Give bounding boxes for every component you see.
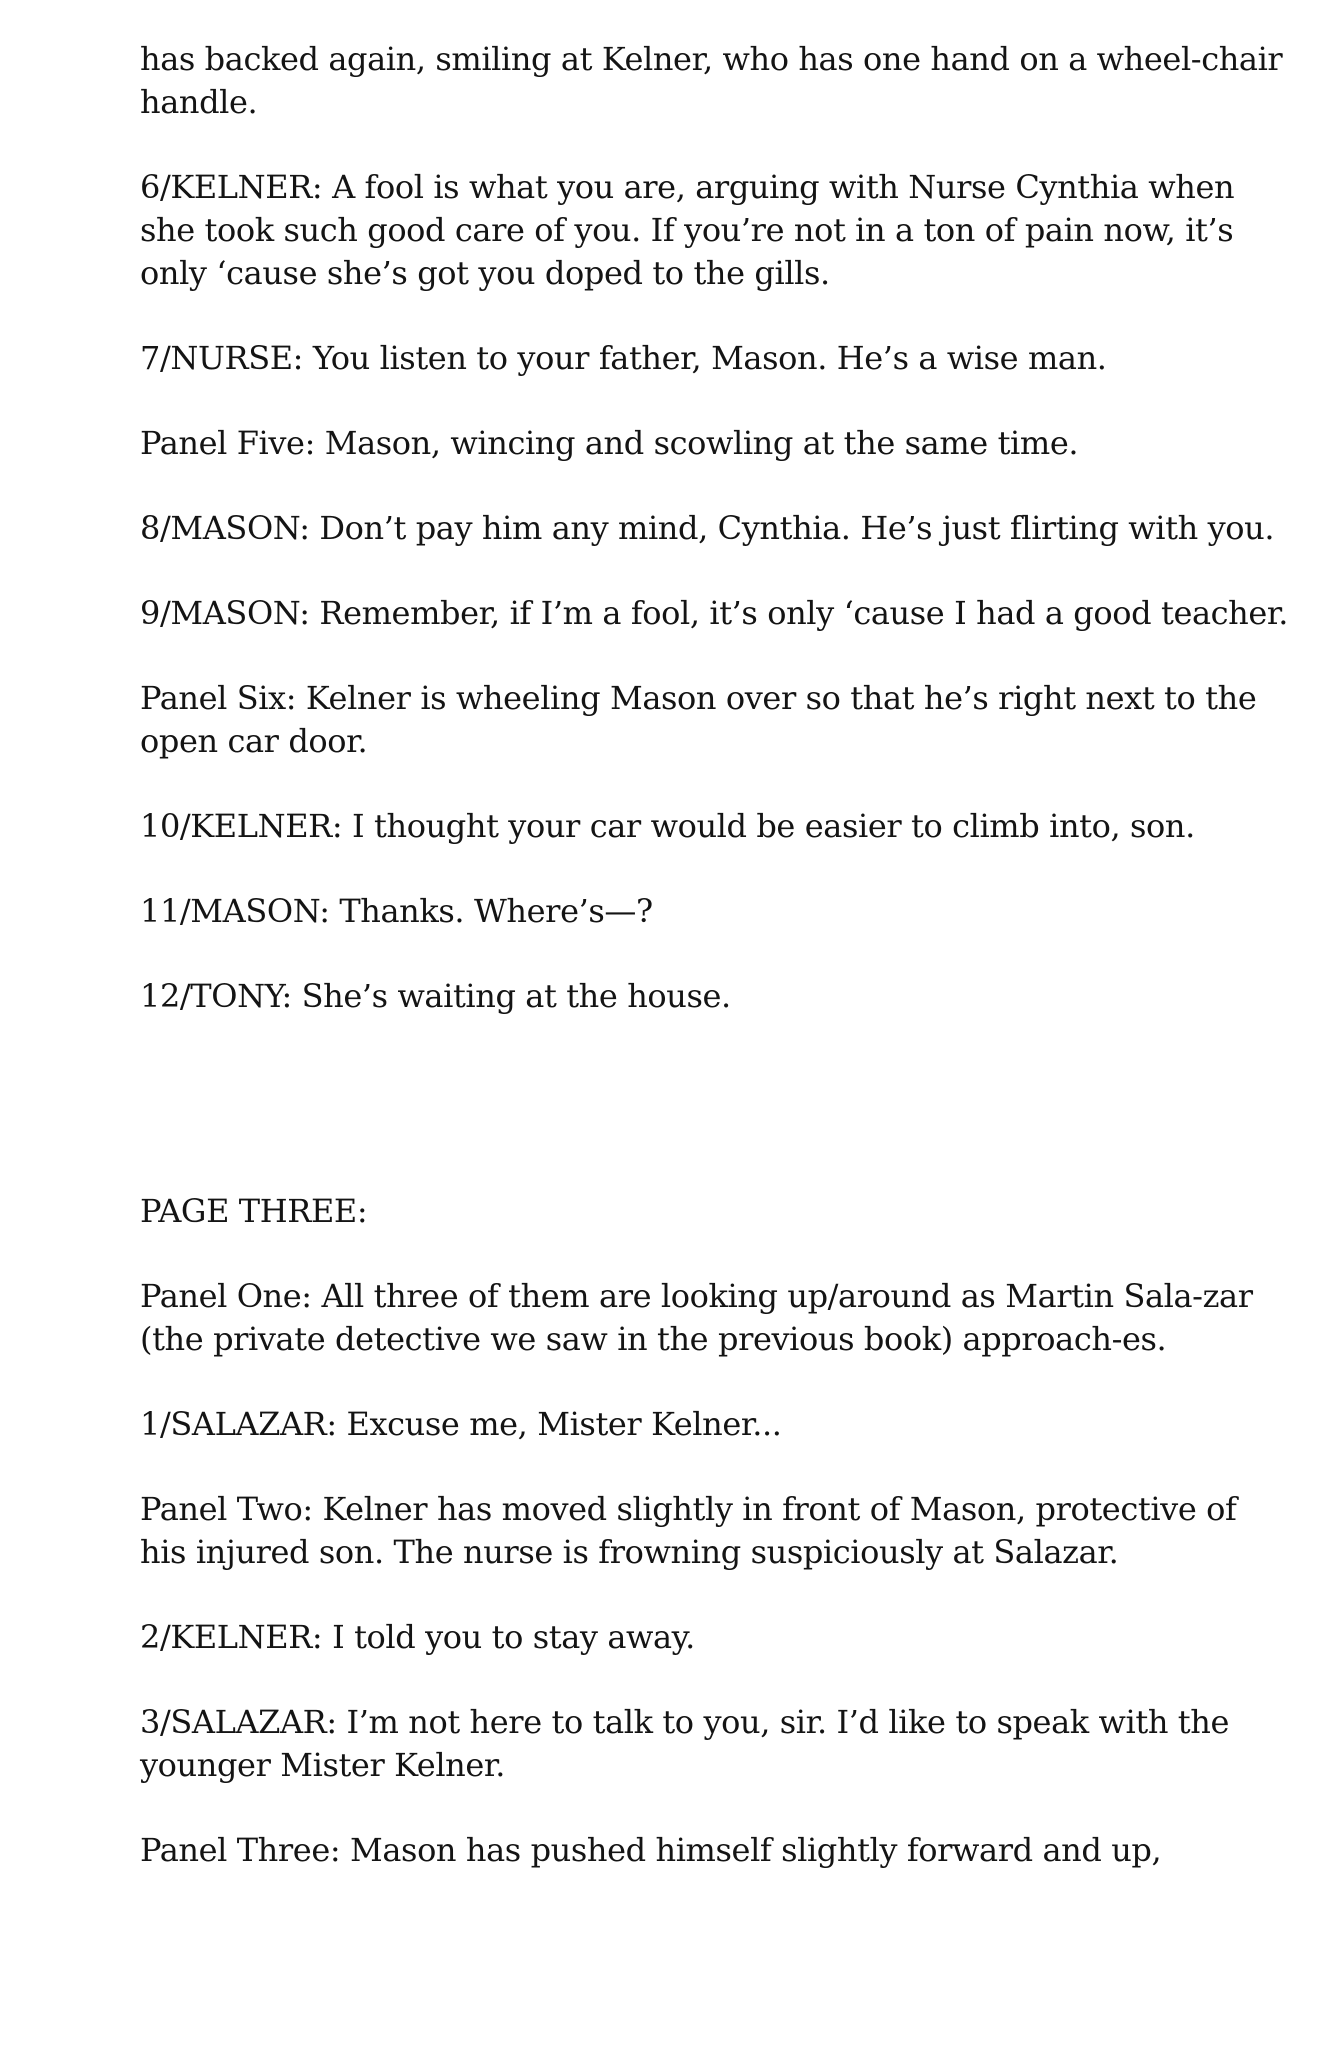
page-break-spacer — [140, 1060, 1290, 1190]
dialogue-line: 3/SALAZAR: I’m not here to talk to you, sir. I’d like to speak with the younger Mister Kelner. — [140, 1703, 1230, 1784]
panel-description: Panel Five: Mason, wincing and scowling at the same time. — [140, 424, 1079, 462]
panel-description: Panel One: All three of them are looking up/around as Martin Sala-zar (the private detective we saw in the previous book) approach-es. — [140, 1277, 1253, 1358]
action-paragraph: has backed again, smiling at Kelner, who has one hand on a wheel-chair handle. — [140, 40, 1283, 121]
dialogue-line: 6/KELNER: A fool is what you are, arguing with Nurse Cynthia when she took such good care of you. If you’re not in a ton of pain now, it’s only ‘cause she’s got you doped to the gills. — [140, 168, 1235, 292]
dialogue-line: 2/KELNER: I told you to stay away. — [140, 1618, 695, 1656]
script-page — [140, 38, 1290, 1914]
dialogue-line: 9/MASON: Remember, if I’m a fool, it’s only ‘cause I had a good teacher. — [140, 594, 1289, 632]
page-heading: PAGE THREE: — [140, 1192, 368, 1230]
panel-description: Panel Six: Kelner is wheeling Mason over so that he’s right next to the open car door. — [140, 679, 1257, 760]
dialogue-line: 1/SALAZAR: Excuse me, Mister Kelner... — [140, 1405, 782, 1443]
dialogue-line: 8/MASON: Don’t pay him any mind, Cynthia. He’s just flirting with you. — [140, 509, 1275, 547]
panel-description: Panel Two: Kelner has moved slightly in front of Mason, protective of his injured son. The nurse is frowning suspiciously at Salazar. — [140, 1490, 1237, 1571]
dialogue-line: 11/MASON: Thanks. Where’s—? — [140, 892, 653, 930]
panel-description: Panel Three: Mason has pushed himself slightly forward and up, — [140, 1831, 1162, 1869]
dialogue-line: 12/TONY: She’s waiting at the house. — [140, 977, 731, 1015]
dialogue-line: 7/NURSE: You listen to your father, Mason. He’s a wise man. — [140, 339, 1107, 377]
dialogue-line: 10/KELNER: I thought your car would be easier to climb into, son. — [140, 807, 1195, 845]
